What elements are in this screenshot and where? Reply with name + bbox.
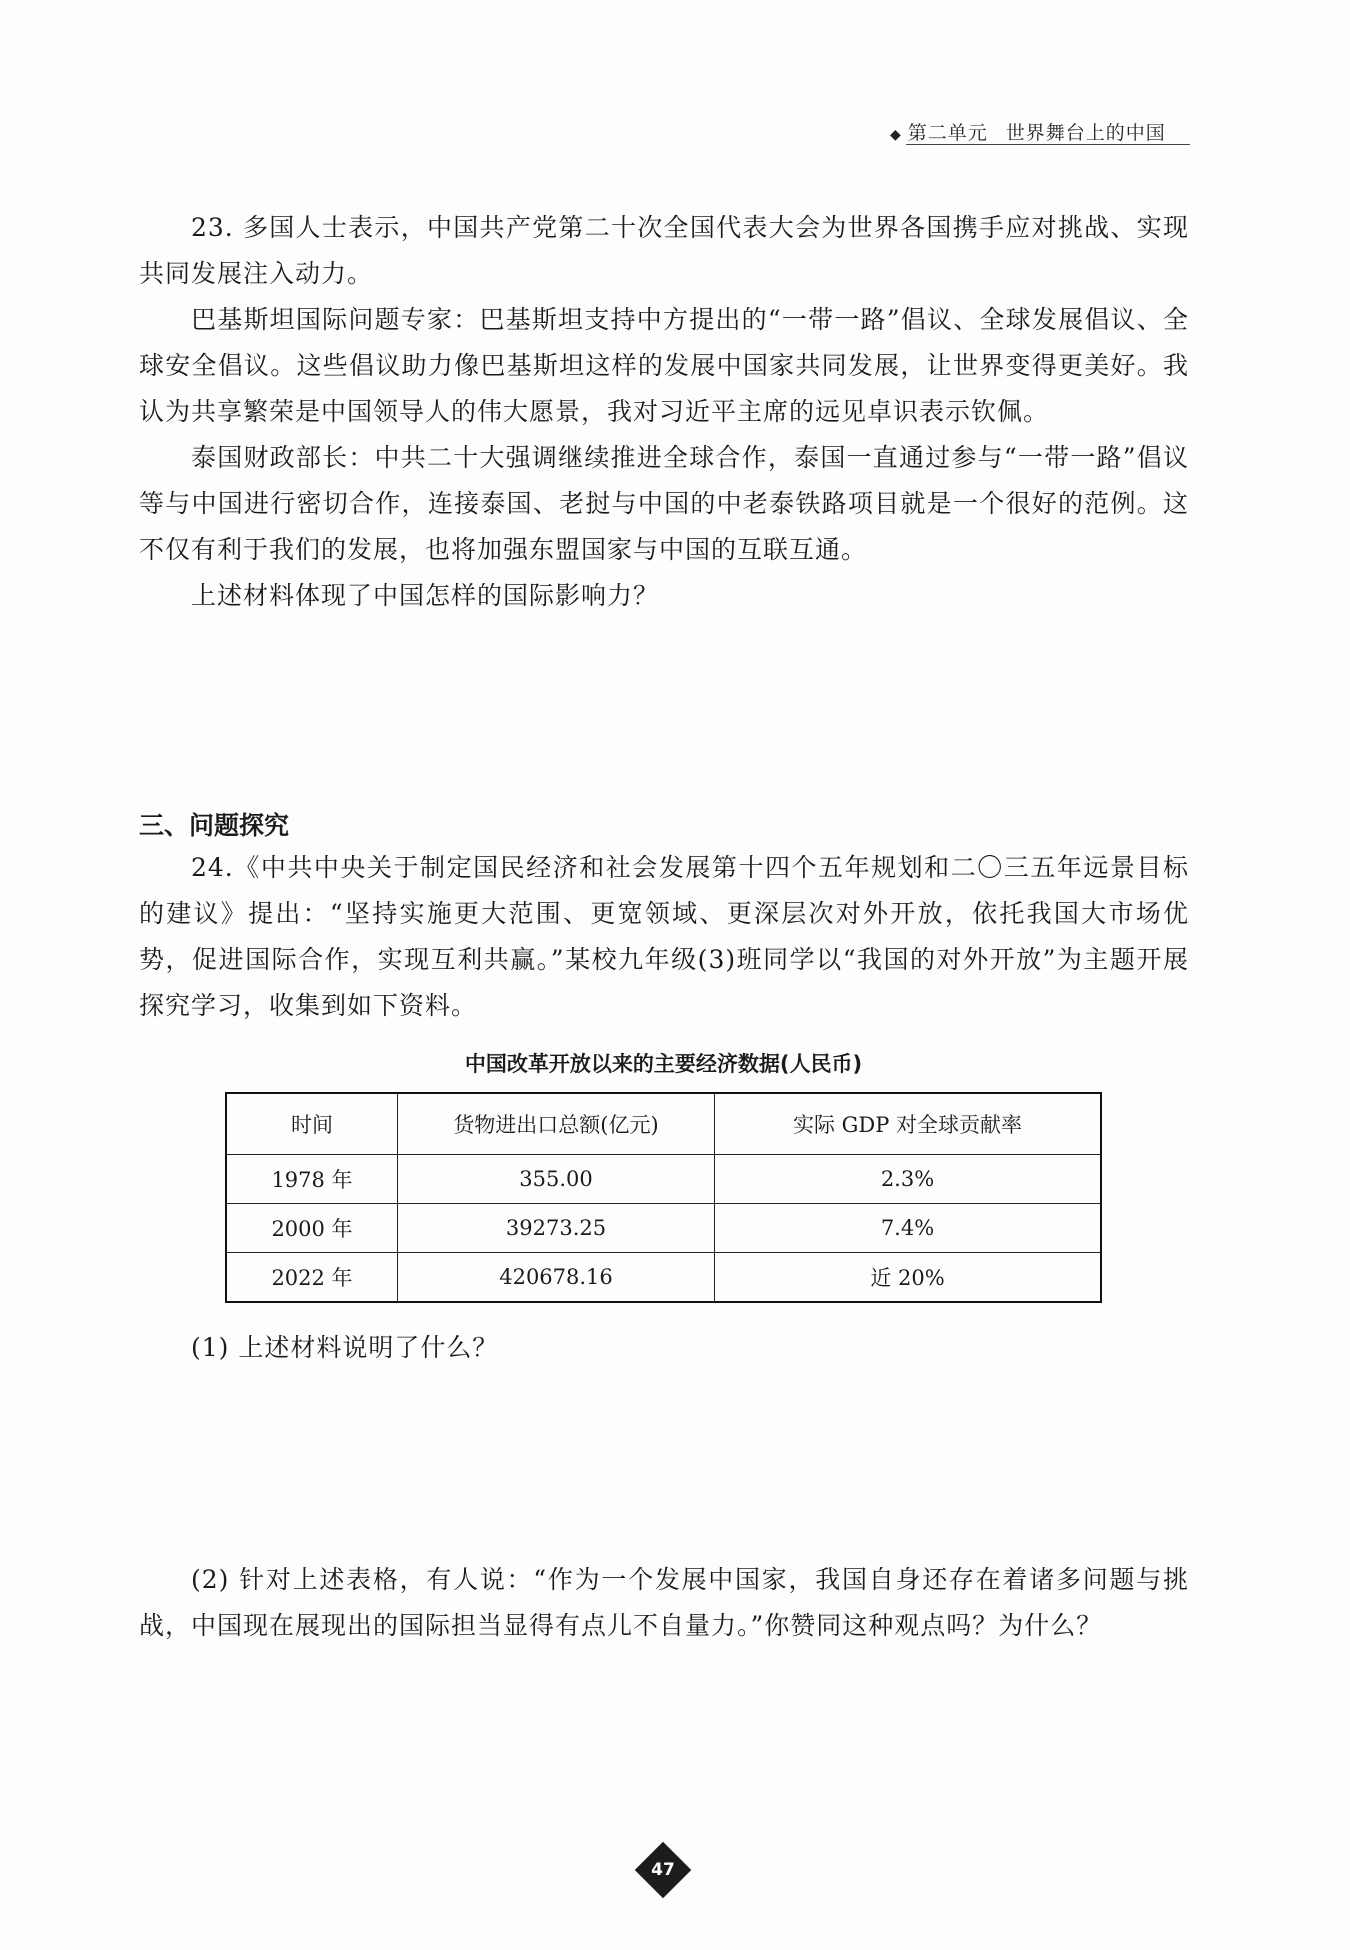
q24-sub1: (1) 上述材料说明了什么？: [191, 1333, 499, 1362]
economic-data-table: [225, 1092, 1102, 1303]
q24-intro: 24.《中共中央关于制定国民经济和社会发展第十四个五年规划和二〇三五年远景目标的建议》提出：“坚持实施更大范围、更宽领域、更深层次对外开放，依托我国大市场优势，促进国际合作，实现互利共赢。”某校九年级(3)班同学以“我国的对外开放”为主题开展探究学习，收集到如下资料。: [139, 853, 1189, 1020]
q23-pakistan-expert: 巴基斯坦国际问题专家：巴基斯坦支持中方提出的“一带一路”倡议、全球发展倡议、全球安全倡议。这些倡议助力像巴基斯坦这样的发展中国家共同发展，让世界变得更美好。我认为共享繁荣是中国领导人的伟大愿景，我对习近平主席的远见卓识表示钦佩。: [139, 305, 1189, 426]
section-title: 三、问题探究: [139, 811, 290, 840]
table-cell: 39273.25: [398, 1204, 715, 1253]
table-row: [226, 1155, 1101, 1204]
header-title: 世界舞台上的中国: [1005, 122, 1166, 144]
q23-question: 上述材料体现了中国怎样的国际影响力？: [191, 581, 660, 610]
header-rule: [906, 144, 1190, 145]
q24-sub2: (2) 针对上述表格，有人说：“作为一个发展中国家，我国自身还存在着诸多问题与挑战，中国现在展现出的国际担当显得有点儿不自量力。”你赞同这种观点吗？为什么？: [139, 1565, 1189, 1640]
page-number: 47: [651, 1860, 675, 1880]
table-cell: 355.00: [398, 1155, 715, 1204]
table-row: [226, 1204, 1101, 1253]
table-cell: 近 20%: [715, 1253, 1102, 1303]
table-cell: 2.3%: [715, 1155, 1102, 1204]
q23-intro: 23. 多国人士表示，中国共产党第二十次全国代表大会为世界各国携手应对挑战、实现共同发展注入动力。: [139, 213, 1189, 288]
table-cell: 2000 年: [226, 1204, 398, 1253]
table-cell: 420678.16: [398, 1253, 715, 1303]
table-caption: [225, 1048, 1102, 1078]
q24-sub2-block: [139, 1557, 1189, 1649]
table-header-cell: 货物进出口总额(亿元): [398, 1093, 715, 1155]
table-header-cell: 时间: [226, 1093, 398, 1155]
table-cell: 2022 年: [226, 1253, 398, 1303]
table-header-row: [226, 1093, 1101, 1155]
question-24: [139, 845, 1189, 1029]
table-cell: 1978 年: [226, 1155, 398, 1204]
question-23: [139, 205, 1189, 619]
table-header-cell: 实际 GDP 对全球贡献率: [715, 1093, 1102, 1155]
table-title: 中国改革开放以来的主要经济数据(人民币): [464, 1052, 863, 1076]
section-3: [139, 806, 1189, 842]
table-row: [226, 1253, 1101, 1303]
running-header: [890, 118, 1166, 145]
table-cell: 7.4%: [715, 1204, 1102, 1253]
diamond-icon: ◆: [890, 127, 902, 143]
q24-sub1-block: [139, 1325, 1189, 1371]
header-unit: 第二单元: [907, 122, 988, 144]
q23-thailand-minister: 泰国财政部长：中共二十大强调继续推进全球合作，泰国一直通过参与“一带一路”倡议等与中国进行密切合作，连接泰国、老挝与中国的中老泰铁路项目就是一个很好的范例。这不仅有利于我们的发展，也将加强东盟国家与中国的互联互通。: [139, 443, 1189, 564]
